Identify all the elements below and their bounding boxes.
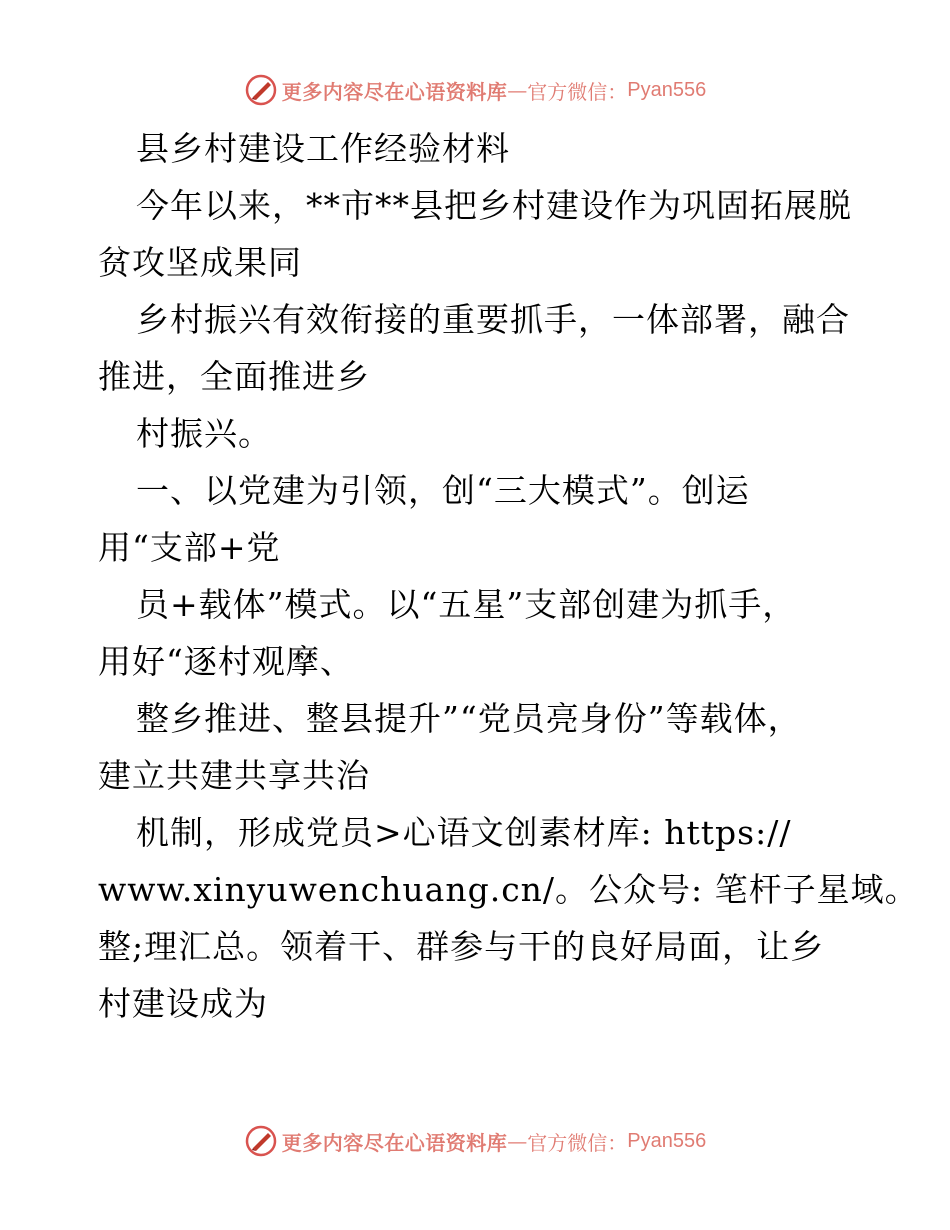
watermark-brand: 更多内容尽在心语资料库: [281, 1130, 508, 1155]
doc-line: 村振兴。: [136, 414, 272, 453]
doc-line: 今年以来，**市**县把乡村建设作为巩固拓展脱: [136, 186, 852, 225]
doc-line: 机制，形成党员>心语文创素材库: https://: [136, 813, 792, 852]
watermark-wechat-id: Pyan556: [627, 1129, 707, 1152]
doc-line: 乡村振兴有效衔接的重要抓手，一体部署，融合: [136, 300, 850, 339]
doc-line: 整;理汇总。领着干、群参与干的良好局面，让乡: [98, 927, 825, 966]
doc-line: 员+载体”模式。以“五星”支部创建为抓手，: [136, 585, 797, 624]
doc-line: 村建设成为: [98, 984, 268, 1023]
doc-line: 一、以党建为引领，创“三大模式”。创运: [136, 471, 750, 510]
doc-line: 贫攻坚成果同: [98, 243, 302, 282]
document-body: [98, 120, 919, 1032]
doc-line: 用好“逐村观摩、: [98, 642, 354, 681]
doc-line: 推进，全面推进乡: [98, 357, 370, 396]
header-watermark: [0, 70, 950, 110]
watermark-dash: —: [507, 1129, 528, 1153]
pen-logo-icon: [244, 73, 278, 107]
watermark-wechat-label: 官方微信：: [527, 79, 628, 104]
watermark-wechat-id: Pyan556: [627, 78, 707, 101]
watermark-wechat-label: 官方微信：: [527, 1130, 628, 1155]
watermark-brand: 更多内容尽在心语资料库: [281, 79, 508, 104]
footer-watermark: [0, 1121, 950, 1161]
doc-line: 建立共建共享共治: [98, 756, 370, 795]
doc-title: 县乡村建设工作经验材料: [136, 129, 510, 168]
watermark-dash: —: [507, 78, 528, 102]
pen-logo-icon: [244, 1124, 278, 1158]
doc-line: 整乡推进、整县提升”“党员亮身份”等载体，: [136, 699, 802, 738]
doc-line: www.xinyuwenchuang.cn/。公众号: 笔杆子星域。: [98, 870, 919, 909]
doc-line: 用“支部+党: [98, 528, 281, 567]
